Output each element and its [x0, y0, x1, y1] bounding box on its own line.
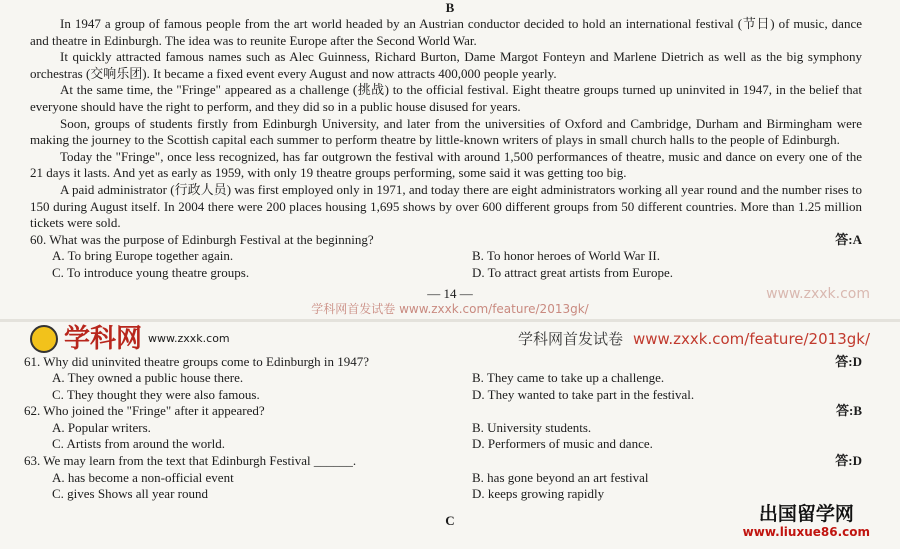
logo-url: www.zxxk.com: [148, 332, 230, 345]
question-62-row: [24, 403, 862, 420]
corner-url: www.liuxue86.com: [742, 524, 870, 539]
next-section-header: C: [445, 513, 455, 529]
option-60a: A. To bring Europe together again.: [52, 248, 234, 264]
options-60: [52, 248, 862, 281]
logo-watermark: [30, 324, 230, 354]
paragraph-3: At the same time, the "Fringe" appeared as a challenge (挑战) to the official festival. Eight theatre groups turned up uninvited in 1947, in the belief that everyone should have the right to perform, and they did so in a public house disused for years.: [30, 82, 862, 114]
options-62: [52, 420, 862, 453]
option-62a: A. Popular writers.: [52, 419, 151, 435]
option-61b: B. They came to take up a challenge.: [472, 370, 665, 386]
page-number-row: [30, 286, 870, 302]
footer-url: 学科网首发试卷 www.zxxk.com/feature/2013gk/: [311, 301, 589, 316]
promo-title: 学科网首发试卷: [517, 330, 623, 348]
option-60c: C. To introduce young theatre groups.: [52, 264, 250, 280]
question-63-row: [24, 453, 862, 470]
corner-watermark: [743, 503, 870, 540]
promo-url: www.zxxk.com/feature/2013gk/: [632, 329, 870, 348]
answer-63: 答:D: [835, 453, 862, 469]
paragraph-4: Soon, groups of students firstly from Edinburgh University, and later from the universities of Oxford and Cambridge, Durham and Birmingham were making the journey to the Scottish capital each summer to perform theatre by little-known writers of plays in small church halls to the people of Edinburgh.: [30, 115, 862, 148]
page-divider: [0, 319, 900, 322]
paragraph-1: In 1947 a group of famous people from the art world headed by an Austrian conductor decided to hold an international festival (节日) of music, dance and theatre in Edinburgh. The idea was to reunite Europe after the Second World War.: [30, 16, 862, 48]
question-63: 63. We may learn from the text that Edinburgh Festival ______.: [24, 453, 357, 469]
promo-watermark: [518, 328, 870, 349]
question-60: 60. What was the purpose of Edinburgh Festival at the beginning?: [30, 231, 374, 247]
option-61c: C. They thought they were also famous.: [52, 386, 260, 402]
question-60-row: [30, 232, 862, 249]
watermark-mid-url: www.zxxk.com: [766, 285, 870, 302]
logo-text: 学科网: [64, 323, 143, 354]
options-61: [52, 370, 862, 403]
option-60d: D. To attract great artists from Europe.: [472, 264, 674, 280]
option-62b: B. University students.: [472, 419, 592, 435]
watermark-row: [30, 324, 870, 354]
answer-60: 答:A: [835, 231, 862, 247]
option-60b: B. To honor heroes of World War II.: [472, 248, 660, 264]
option-62d: D. Performers of music and dance.: [472, 436, 653, 452]
paragraph-6: A paid administrator (行政人员) was first employed only in 1971, and today there are eight administrators working all year round and the number rises to 150 during August itself. In 2004 there were 200 places housing 1,695 shows by over 600 different groups from 50 different countries. More than 1.25 million tickets were sold.: [30, 181, 862, 231]
bottom-row: [30, 503, 870, 540]
question-61-row: [24, 354, 862, 371]
answer-62: 答:B: [835, 403, 862, 419]
corner-title: 出国留学网: [758, 502, 854, 525]
section-header: B: [445, 0, 455, 15]
option-63c: C. gives Shows all year round: [52, 486, 208, 502]
option-61a: A. They owned a public house there.: [52, 370, 244, 386]
option-63d: D. keeps growing rapidly: [472, 486, 605, 502]
question-61: 61. Why did uninvited theatre groups come to Edinburgh in 1947?: [24, 353, 370, 369]
mascot-icon: [30, 325, 58, 353]
paragraph-2: It quickly attracted famous names such as Alec Guinness, Richard Burton, Dame Margot Fonteyn and Marlene Dietrich as well as the big symphony orchestras (交响乐团). It became a fixed event every August and now attracts 400,000 people yearly.: [30, 49, 862, 81]
option-63b: B. has gone beyond an art festival: [472, 469, 649, 485]
answer-61: 答:D: [835, 353, 862, 369]
paragraph-5: Today the "Fringe", once less recognized, has far outgrown the festival with around 1,500 performances of theatre, music and dance on every one of the 21 days it lasts. And yet as early as 1959, with only 19 theatre groups performing, some said it was getting too big.: [30, 148, 862, 181]
question-62: 62. Who joined the "Fringe" after it appeared?: [24, 403, 265, 419]
option-62c: C. Artists from around the world.: [52, 436, 225, 452]
page-number: — 14 —: [427, 285, 473, 301]
option-63a: A. has become a non-official event: [52, 469, 234, 485]
options-63: [52, 470, 862, 503]
option-61d: D. They wanted to take part in the festival.: [472, 386, 695, 402]
